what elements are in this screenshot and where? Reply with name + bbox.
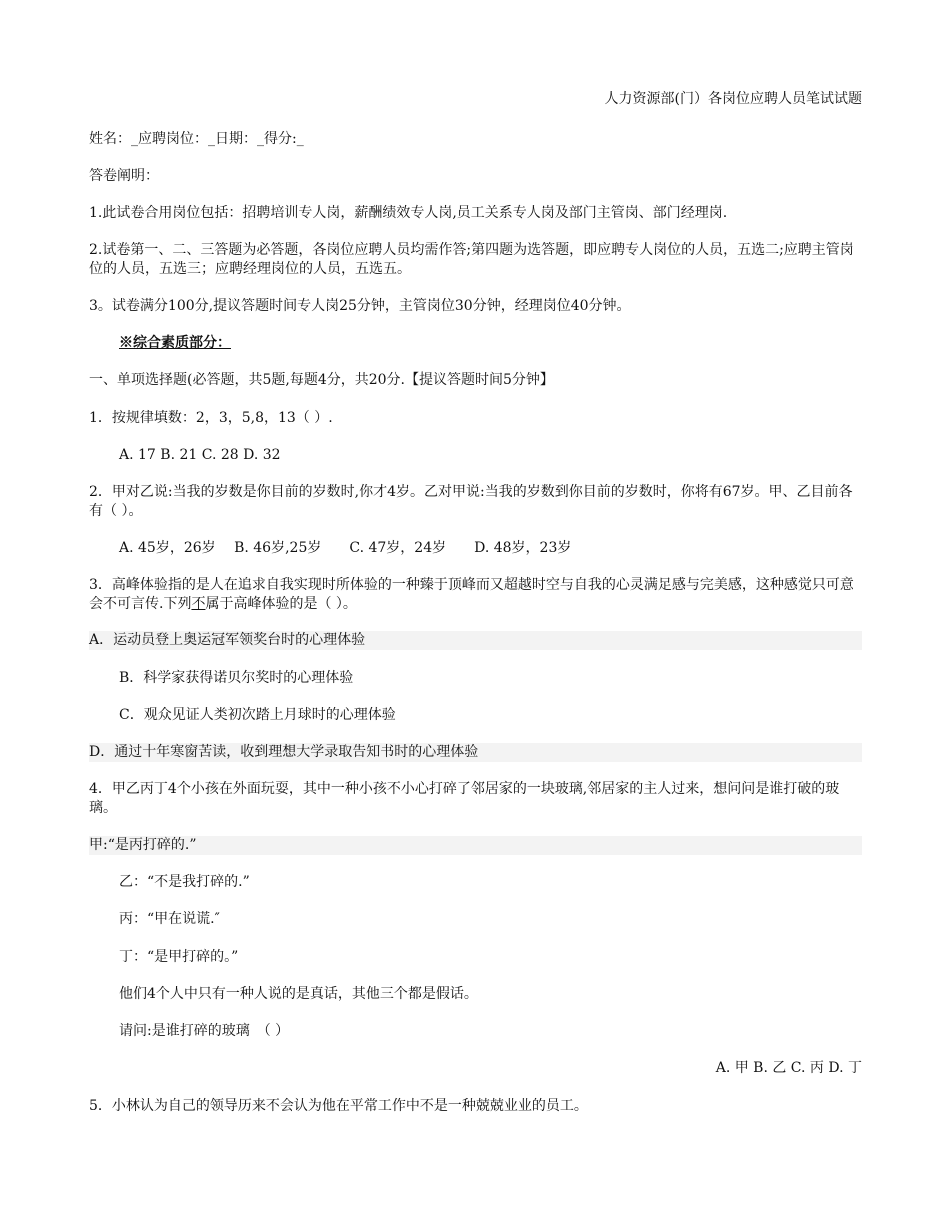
question-2-options: A. 45岁，26岁 B. 46岁,25岁 C. 47岁，24岁 D. 48岁，23岁 xyxy=(119,540,572,556)
question-3-option-d: D．通过十年寒窗苦读，收到理想大学录取告知书时的心理体验 xyxy=(89,743,862,762)
question-1-stem: 1．按规律填数：2，3，5,8，13（ ）. xyxy=(89,410,333,426)
question-3-stem xyxy=(89,576,862,614)
question-4-statement-yi: 乙：“不是我打碎的.” xyxy=(119,874,250,890)
question-3-stem-after: 属于高峰体验的是（ ）。 xyxy=(205,596,357,612)
question-4-statement-jia: 甲:“是丙打碎的.” xyxy=(89,836,862,855)
question-4-options: A. 甲 B. 乙 C. 丙 D. 丁 xyxy=(715,1060,862,1076)
question-1-options: A. 17 B. 21 C. 28 D. 32 xyxy=(119,447,281,463)
candidate-info-line: 姓名：_应聘岗位：_日期：_得分:_ xyxy=(89,131,304,147)
question-3-option-a: A．运动员登上奥运冠军领奖台时的心理体验 xyxy=(89,631,862,650)
question-4-stem: 4．甲乙丙丁4个小孩在外面玩耍，其中一种小孩不小心打碎了邻居家的一块玻璃,邻居家的主人过来，想问问是谁打破的玻璃。 xyxy=(89,781,840,816)
section-title: ※综合素质部分： xyxy=(119,335,231,351)
question-3-stem-before: 3．高峰体验指的是人在追求自我实现时所体验的一种臻于顶峰而又超越时空与自我的心灵满足感与完美感，这种感觉只可意会不可言传.下列 xyxy=(89,577,854,612)
question-4-ask: 请问:是谁打碎的玻璃 （ ） xyxy=(119,1023,290,1039)
document-title: 人力资源部(门）各岗位应聘人员笔试试题 xyxy=(604,91,862,107)
question-4-statement-bing: 丙：“甲在说谎.″ xyxy=(119,911,220,927)
question-4-statement-ding: 丁：“是甲打碎的。” xyxy=(119,949,239,965)
instruction-item-2: 2.试卷第一、二、三答题为必答题，各岗位应聘人员均需作答;第四题为选答题，即应聘专人岗位的人员，五选二;应聘主管岗位的人员，五选三；应聘经理岗位的人员，五选五。 xyxy=(89,242,854,277)
question-5-stem: 5．小林认为自己的领导历来不会认为他在平常工作中不是一种兢兢业业的员工。 xyxy=(89,1098,588,1114)
question-3-emphasis: 不 xyxy=(191,596,206,612)
part1-title: 一、单项选择题(必答题，共5题,每题4分，共20分.【提议答题时间5分钟】 xyxy=(89,372,554,388)
question-4-note: 他们4个人中只有一种人说的是真话，其他三个都是假话。 xyxy=(119,986,478,1002)
instruction-item-1: 1.此试卷合用岗位包括：招聘培训专人岗，薪酬绩效专人岗,员工关系专人岗及部门主管岗、部门经理岗. xyxy=(89,205,728,221)
instructions-heading: 答卷阐明： xyxy=(89,168,159,184)
instruction-item-3: 3。试卷满分100分,提议答题时间专人岗25分钟，主管岗位30分钟，经理岗位40分钟。 xyxy=(89,298,631,314)
question-3-option-b: B．科学家获得诺贝尔奖时的心理体验 xyxy=(119,670,354,686)
question-3-option-c: C．观众见证人类初次踏上月球时的心理体验 xyxy=(119,707,396,723)
question-2-stem: 2．甲对乙说:当我的岁数是你目前的岁数时,你才4岁。乙对甲说:当我的岁数到你目前的岁数时，你将有67岁。甲、乙目前各有（ ）。 xyxy=(89,484,853,519)
